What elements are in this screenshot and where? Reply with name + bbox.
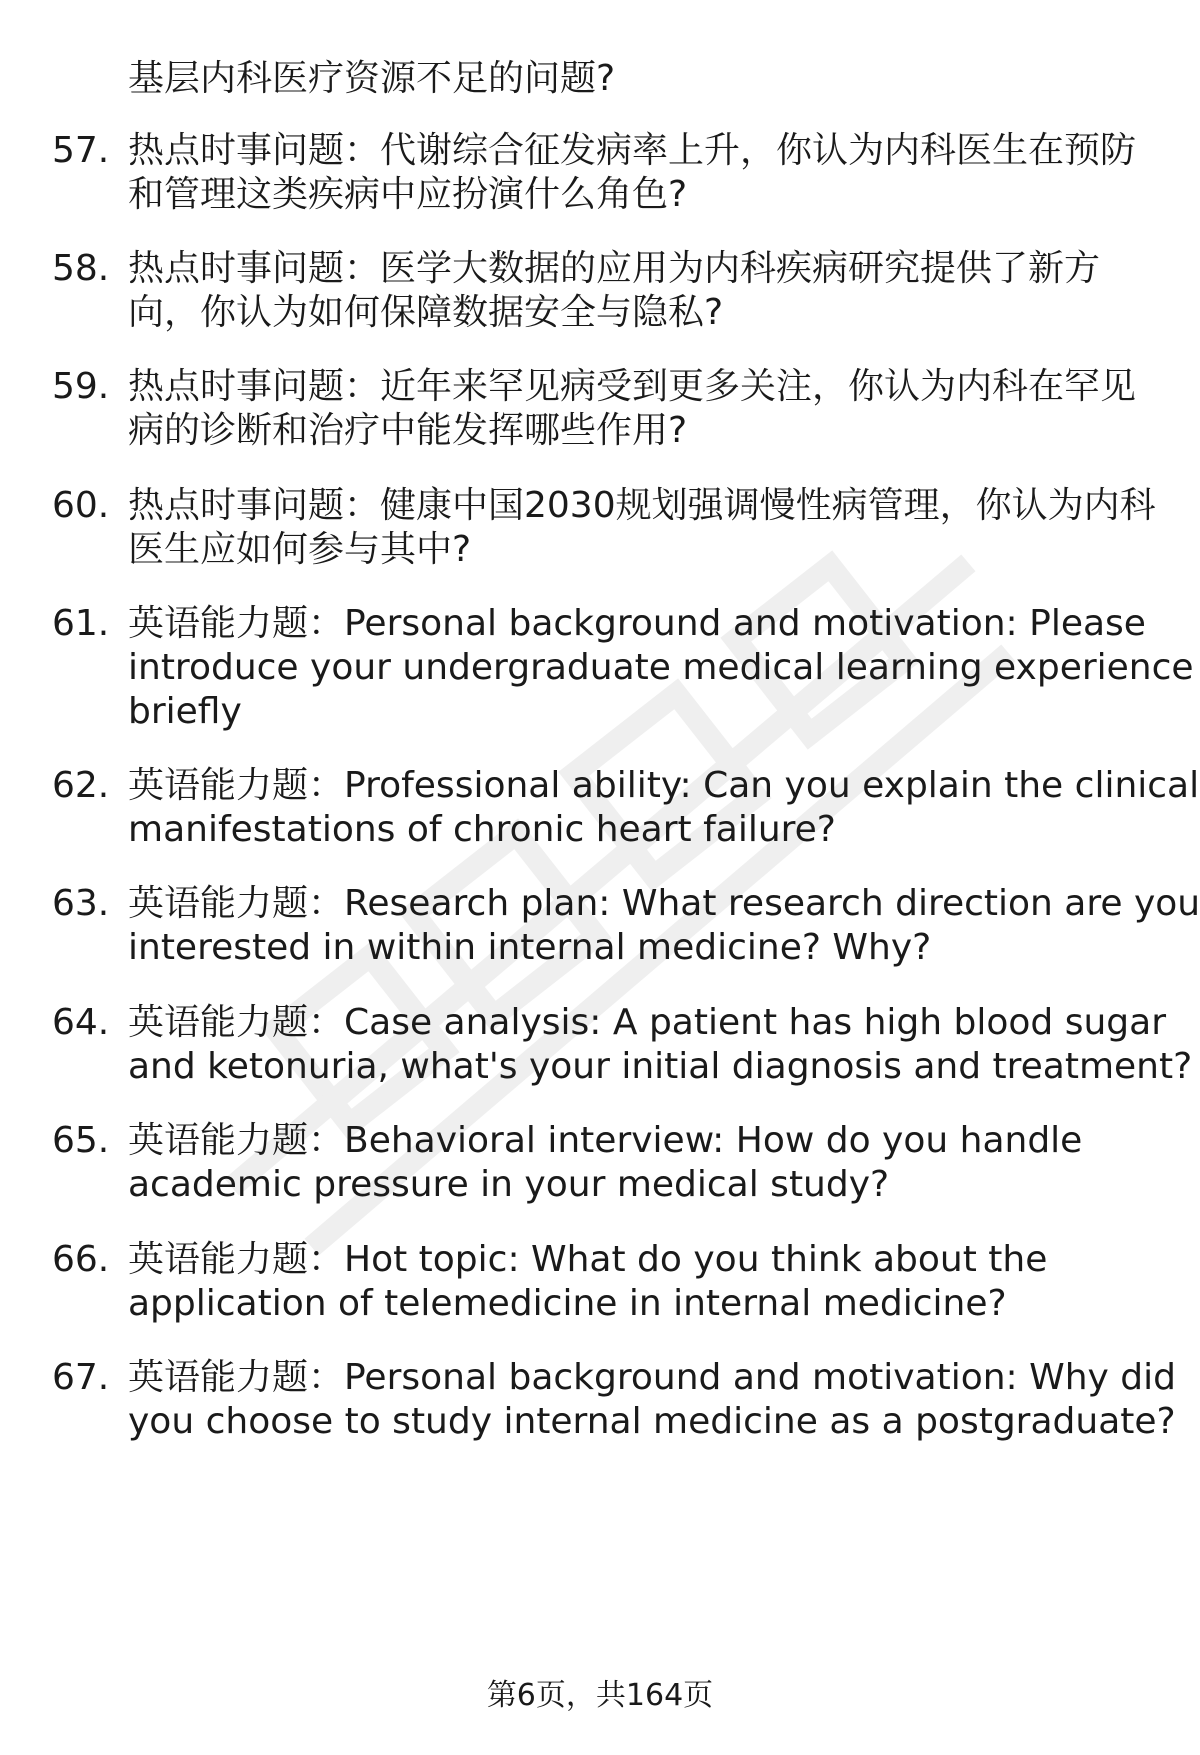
question-text: manifestations of chronic heart failure? xyxy=(128,809,836,850)
question-text: academic pressure in your medical study? xyxy=(128,1164,890,1205)
question-text: 英语能力题：Personal background and motivation: Please xyxy=(128,603,1146,644)
question-text: interested in within internal medicine? Why? xyxy=(128,927,932,968)
question-text: 热点时事问题：医学大数据的应用为内科疾病研究提供了新方 xyxy=(128,248,1101,289)
question-text: 英语能力题：Case analysis: A patient has high blood sugar xyxy=(128,1002,1166,1043)
question-text: 向，你认为如何保障数据安全与隐私? xyxy=(128,292,724,333)
question-text: application of telemedicine in internal medicine? xyxy=(128,1283,1007,1324)
question-text: 英语能力题：Research plan: What research direction are you xyxy=(128,883,1200,924)
page-footer: 第6页，共164页 xyxy=(486,1678,714,1713)
question-number: 61. xyxy=(52,603,110,644)
question-number: 58. xyxy=(52,248,110,289)
question-text: 病的诊断和治疗中能发挥哪些作用? xyxy=(128,410,688,451)
continued-line: 基层内科医疗资源不足的问题? xyxy=(128,58,616,99)
question-text: 热点时事问题：健康中国2030规划强调慢性病管理，你认为内科 xyxy=(128,485,1156,526)
question-number: 65. xyxy=(52,1120,110,1161)
question-text: 英语能力题：Behavioral interview: How do you handle xyxy=(128,1120,1083,1161)
question-text: 英语能力题：Personal background and motivation: Why did xyxy=(128,1357,1176,1398)
question-text: 和管理这类疾病中应扮演什么角色? xyxy=(128,174,688,215)
question-number: 59. xyxy=(52,366,110,407)
question-number: 63. xyxy=(52,883,110,924)
question-number: 66. xyxy=(52,1239,110,1280)
question-number: 64. xyxy=(52,1002,110,1043)
question-text: 英语能力题：Professional ability: Can you explain the clinical xyxy=(128,765,1200,806)
question-number: 60. xyxy=(52,485,110,526)
question-number: 62. xyxy=(52,765,110,806)
question-text: 热点时事问题：代谢综合征发病率上升，你认为内科医生在预防 xyxy=(128,130,1137,171)
question-text: 医生应如何参与其中? xyxy=(128,529,472,570)
question-text: introduce your undergraduate medical learning experience xyxy=(128,647,1194,688)
question-text: and ketonuria, what's your initial diagnosis and treatment? xyxy=(128,1046,1193,1087)
question-text: 英语能力题：Hot topic: What do you think about the xyxy=(128,1239,1048,1280)
question-text: you choose to study internal medicine as a postgraduate? xyxy=(128,1401,1176,1442)
question-number: 57. xyxy=(52,130,110,171)
question-number: 67. xyxy=(52,1357,110,1398)
question-text: 热点时事问题：近年来罕见病受到更多关注，你认为内科在罕见 xyxy=(128,366,1137,407)
question-text: briefly xyxy=(128,691,242,732)
